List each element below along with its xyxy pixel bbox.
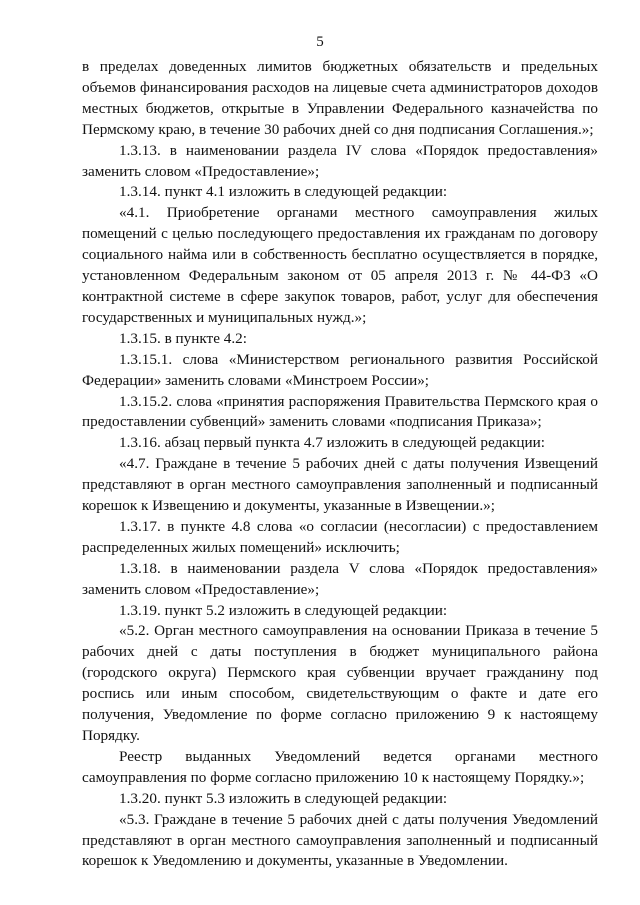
page-number: 5 bbox=[316, 34, 324, 50]
paragraph-1-3-19: 1.3.19. пункт 5.2 изложить в следующей редакции: bbox=[119, 601, 448, 619]
paragraph-quote-4-1: «4.1. Приобретение органами местного самоуправления жилых помещений с целью последующего предоставления их гражданам по договору социального найма или в собственность бесплатно осуществляется в порядке, установленном Федеральным законом от 05 апреля 2013 г. № 44-ФЗ «О контрактной системе в сфере закупок товаров, работ, услуг для обеспечения государственных и муниципальных нужд.»; bbox=[82, 204, 598, 326]
paragraph-1-3-15-1: 1.3.15.1. слова «Министерством регионального развития Российской Федерации» заменить словами «Минстроем России»; bbox=[82, 350, 598, 389]
paragraph-1-3-15-2: 1.3.15.2. слова «принятия распоряжения Правительства Пермского края о предоставлении субвенций» заменить словами «подписания Приказа»; bbox=[82, 392, 598, 431]
paragraph-1-3-16: 1.3.16. абзац первый пункта 4.7 изложить в следующей редакции: bbox=[119, 434, 545, 452]
paragraph-1-3-17: 1.3.17. в пункте 4.8 слова «о согласии (несогласии) с предоставлением распределенных жилых помещений» исключить; bbox=[82, 517, 598, 556]
paragraph-1-3-13: 1.3.13. в наименовании раздела IV слова «Порядок предоставления» заменить словом «Предоставление»; bbox=[82, 141, 598, 180]
paragraph-quote-5-3: «5.3. Граждане в течение 5 рабочих дней с даты получения Уведомлений представляют в орган местного самоуправления заполненный и подписанный корешок к Уведомлению и документы, указанные в Уведомлении. bbox=[82, 810, 598, 870]
paragraph-1-3-18: 1.3.18. в наименовании раздела V слова «Порядок предоставления» заменить словом «Предоставление»; bbox=[82, 559, 598, 598]
paragraph-1-3-14: 1.3.14. пункт 4.1 изложить в следующей редакции: bbox=[119, 183, 448, 201]
paragraph-continuation: в пределах доведенных лимитов бюджетных обязательств и предельных объемов финансирования расходов на лицевые счета администраторов доходов местных бюджетов, открытые в Управлении Федерального казначейства по Пермскому краю, в течение 30 рабочих дней со дня подписания Соглашения.»; bbox=[82, 58, 598, 138]
document-body bbox=[82, 57, 598, 872]
paragraph-1-3-20: 1.3.20. пункт 5.3 изложить в следующей редакции: bbox=[119, 789, 448, 807]
paragraph-registry: Реестр выданных Уведомлений ведется органами местного самоуправления по форме согласно приложению 10 к настоящему Порядку.»; bbox=[82, 747, 598, 786]
paragraph-quote-5-2: «5.2. Орган местного самоуправления на основании Приказа в течение 5 рабочих дней с даты поступления в бюджет муниципального района (городского округа) Пермского края субвенции вручает гражданину под роспись или иным способом, свидетельствующим о факте и дате его получения, Уведомление по форме согласно приложению 9 к настоящему Порядку. bbox=[82, 622, 598, 744]
paragraph-1-3-15: 1.3.15. в пункте 4.2: bbox=[119, 329, 247, 347]
paragraph-quote-4-7: «4.7. Граждане в течение 5 рабочих дней с даты получения Извещений представляют в орган местного самоуправления заполненный и подписанный корешок к Извещению и документы, указанные в Извещении.»; bbox=[82, 455, 598, 515]
